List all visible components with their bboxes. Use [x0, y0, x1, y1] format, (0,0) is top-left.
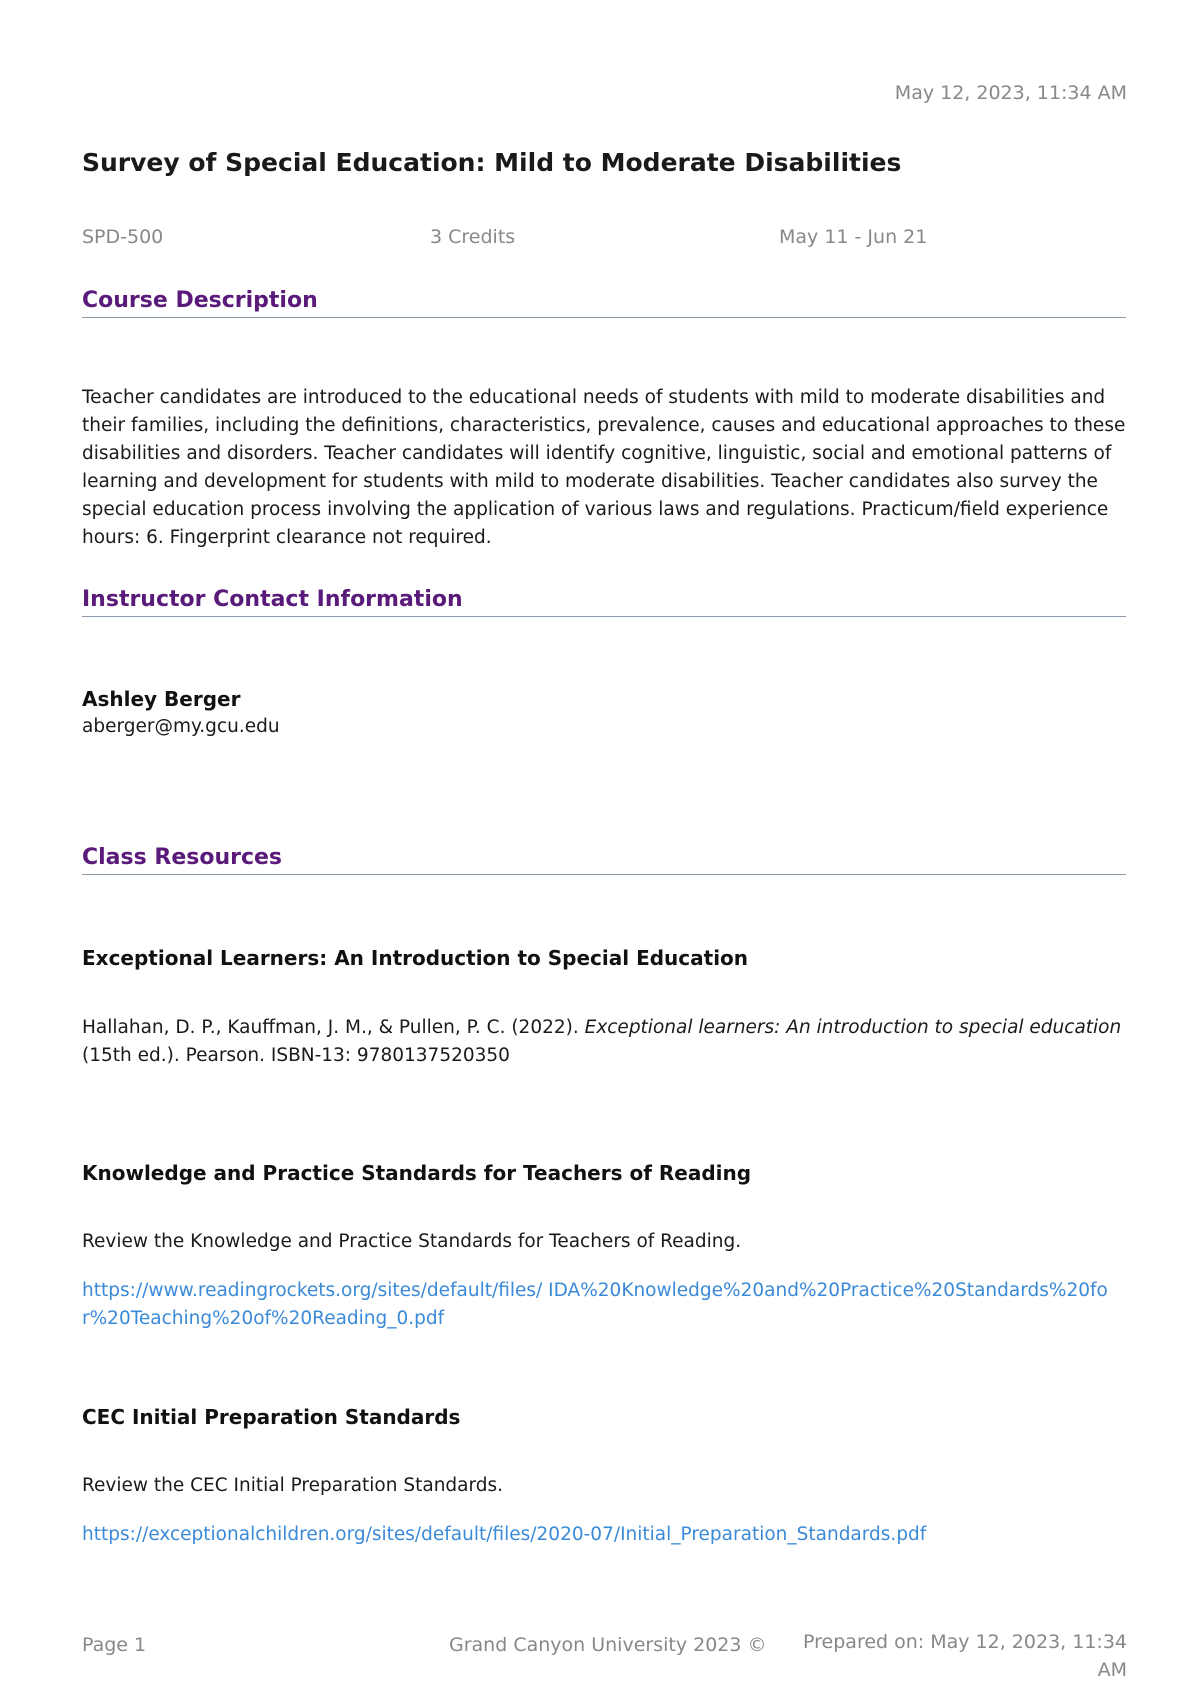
instructor-email: aberger@my.gcu.edu [82, 716, 280, 737]
course-dates: May 11 - Jun 21 [779, 226, 928, 248]
resource-text: Review the Knowledge and Practice Standards for Teachers of Reading. [82, 1231, 742, 1252]
resource-citation [82, 1014, 1126, 1070]
footer-copyright: Grand Canyon University 2023 © [449, 1634, 767, 1656]
course-credits: 3 Credits [430, 226, 516, 248]
footer-page-number: Page 1 [82, 1634, 147, 1656]
course-title: Survey of Special Education: Mild to Moderate Disabilities [82, 148, 902, 177]
course-description-text: Teacher candidates are introduced to the educational needs of students with mild to moderate disabilities and their families, including the definitions, characteristics, prevalence, causes and educational approaches to these disabilities and disorders. Teacher candidates will identify cognitive, linguistic, social and emotional patterns of learning and development for students with mild to moderate disabilities. Teacher candidates also survey the special education process involving the application of various laws and regulations. Practicum/field experience hours: 6. Fingerprint clearance not required. [82, 387, 1126, 548]
citation-book-title: Exceptional learners: An introduction to special education [584, 1017, 1122, 1038]
footer-prepared-on: Prepared on: May 12, 2023, 11:34 AM [803, 1631, 1127, 1681]
instructor-contact-heading: Instructor Contact Information [82, 587, 1126, 617]
resource-text: Review the CEC Initial Preparation Standards. [82, 1475, 504, 1496]
resource-title: CEC Initial Preparation Standards [82, 1405, 461, 1429]
resource-link[interactable]: https://www.readingrockets.org/sites/default/files/ IDA%20Knowledge%20and%20Practice%20Standards%20for%20Teaching%20of%20Reading_0.pdf [82, 1280, 1108, 1329]
citation-authors: Hallahan, D. P., Kauffman, J. M., & Pullen, P. C. (2022). [82, 1017, 585, 1038]
print-timestamp: May 12, 2023, 11:34 AM [894, 82, 1127, 104]
course-code: SPD-500 [82, 226, 164, 248]
resource-link[interactable]: https://exceptionalchildren.org/sites/default/files/2020-07/Initial_Preparation_Standards.pdf [82, 1524, 927, 1545]
resource-title: Exceptional Learners: An Introduction to Special Education [82, 946, 749, 970]
class-resources-heading: Class Resources [82, 845, 1126, 875]
instructor-name: Ashley Berger [82, 687, 241, 711]
citation-publisher: (15th ed.). Pearson. ISBN-13: 9780137520350 [82, 1045, 510, 1066]
course-description-heading: Course Description [82, 288, 1126, 318]
resource-title: Knowledge and Practice Standards for Teachers of Reading [82, 1161, 752, 1185]
